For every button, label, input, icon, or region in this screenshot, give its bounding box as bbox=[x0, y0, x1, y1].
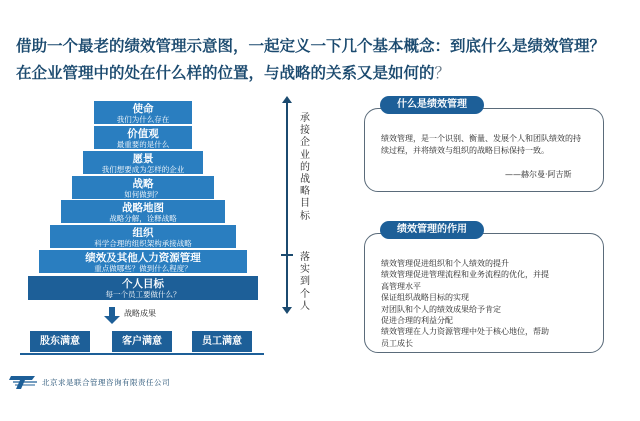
tier-name: 愿景 bbox=[132, 153, 154, 165]
tier-desc: 每一个员工要做什么？ bbox=[105, 290, 181, 299]
vertical-axis-line bbox=[286, 102, 288, 308]
title-question-mark: ？ bbox=[434, 64, 451, 82]
pyramid-tier-individual-goal bbox=[28, 276, 258, 300]
title-line-2-text: 在企业管理中的处在什么样的位置，与战略的关系又是如何的 bbox=[16, 64, 435, 82]
page-title bbox=[16, 33, 626, 87]
tier-desc: 我们为什么存在 bbox=[116, 115, 170, 124]
pyramid-tier-performance-hr bbox=[39, 250, 247, 273]
outcome-employee: 员工满意 bbox=[192, 331, 252, 352]
axis-divider-tick bbox=[281, 254, 293, 256]
tier-desc: 科学合理的组织架构承接战略 bbox=[94, 239, 192, 248]
list-item: 绩效管理在人力资源管理中处于核心地位，帮助 bbox=[381, 327, 549, 337]
performance-role-list bbox=[381, 258, 591, 349]
list-item: 保证组织战略目标的实现 bbox=[381, 293, 469, 303]
tier-name: 组织 bbox=[132, 227, 154, 239]
list-item: 对团队和个人的绩效成果给予肯定 bbox=[381, 304, 501, 314]
tier-name: 价值观 bbox=[127, 128, 159, 140]
company-logo-icon bbox=[9, 372, 39, 390]
title-line-2 bbox=[16, 60, 626, 87]
tier-name: 个人目标 bbox=[122, 278, 164, 290]
tier-desc: 战略分解，诠释战略 bbox=[109, 214, 177, 223]
tier-desc: 重点做哪些？做到什么程度？ bbox=[94, 264, 192, 273]
arrow-down-icon bbox=[282, 307, 292, 314]
pyramid-tier-vision bbox=[83, 151, 203, 174]
list-item: 促进合理的利益分配 bbox=[381, 316, 453, 326]
strategic-result-label: 战略成果 bbox=[124, 309, 156, 318]
list-item: 高管理水平 bbox=[381, 281, 421, 291]
quote-author: ——赫尔曼·阿吉斯 bbox=[505, 170, 572, 179]
pyramid-tier-mission bbox=[94, 101, 192, 124]
pyramid-tier-organization bbox=[50, 225, 236, 248]
list-item: 绩效管理促进组织和个人绩效的提升 bbox=[381, 259, 509, 268]
tier-desc: 最重要的是什么 bbox=[116, 140, 170, 149]
pyramid-tier-values bbox=[94, 126, 192, 149]
tier-desc: 我们想要成为怎样的企业 bbox=[101, 165, 185, 174]
outcome-shareholder: 股东满意 bbox=[30, 331, 90, 352]
outcome-underline bbox=[20, 353, 264, 355]
tier-name: 使命 bbox=[132, 103, 154, 115]
vertical-label-upper: 承接企业的战略目标 bbox=[300, 113, 310, 222]
company-name: 北京求是联合管理咨询有限责任公司 bbox=[42, 378, 170, 387]
pyramid-tier-strategy-map bbox=[61, 200, 225, 223]
tier-name: 战略地图 bbox=[122, 202, 164, 214]
list-item: 员工成长 bbox=[381, 338, 413, 348]
outcome-customer: 客户满意 bbox=[112, 331, 172, 352]
what-is-performance-text: 绩效管理，是一个识别、衡量、发展个人和团队绩效的持续过程，并将绩效与组织的战略目标保持一致。 bbox=[381, 134, 581, 155]
tier-desc: 如何做到？ bbox=[124, 190, 162, 199]
list-item: 绩效管理促进管理流程和业务流程的优化，并提 bbox=[381, 270, 549, 280]
what-is-performance-title: 什么是绩效管理 bbox=[380, 96, 484, 114]
vertical-label-lower: 落实到个人 bbox=[300, 252, 310, 312]
tier-name: 绩效及其他人力资源管理 bbox=[85, 252, 201, 264]
pyramid-tier-strategy bbox=[72, 176, 214, 199]
tier-name: 战略 bbox=[132, 178, 154, 190]
performance-role-title: 绩效管理的作用 bbox=[380, 221, 484, 239]
title-line-1: 借助一个最老的绩效管理示意图，一起定义一下几个基本概念：到底什么是绩效管理？ bbox=[16, 37, 606, 55]
